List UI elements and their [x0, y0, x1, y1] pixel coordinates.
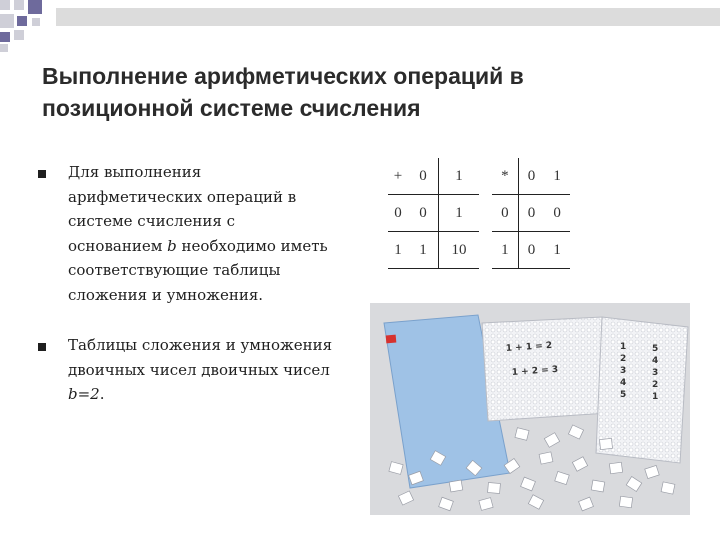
photo-equation: 1 + 2 = 3	[511, 364, 559, 378]
table-cell: 1	[544, 158, 570, 195]
table-row	[492, 195, 570, 232]
photo-digit: 2	[620, 354, 627, 364]
table-cell: 10	[439, 232, 480, 269]
bullet-text	[68, 160, 333, 307]
binary-tables	[388, 158, 570, 266]
table-row	[492, 232, 570, 269]
photo-digit: 4	[620, 378, 627, 388]
bullet-variable: b	[167, 236, 177, 255]
bullet-item	[38, 160, 338, 307]
bullet-variable: b=2	[68, 385, 100, 403]
table-cell: 1	[388, 232, 408, 269]
bullet-text-part: Таблицы сложения и умножения двоичных чисел двоичных чисел	[68, 336, 333, 379]
table-cell: 0	[518, 232, 544, 269]
table-cell: 0	[408, 195, 439, 232]
photo-digit: 1	[652, 392, 659, 402]
photo-digit: 5	[652, 344, 659, 354]
table-row	[492, 158, 570, 195]
table-cell: 1	[544, 232, 570, 269]
bullet-item	[38, 333, 338, 407]
photo-digit: 3	[620, 366, 627, 376]
table-row	[388, 232, 479, 269]
bullet-list	[38, 160, 338, 433]
table-cell: 0	[544, 195, 570, 232]
table-row	[388, 158, 479, 195]
table-cell: 1	[439, 195, 480, 232]
photo-digit: 2	[652, 380, 659, 390]
table-cell: 0	[388, 195, 408, 232]
table-cell: 1	[439, 158, 480, 195]
photo-digit: 5	[620, 390, 627, 400]
table-cell: 0	[492, 195, 518, 232]
bullet-text-part: .	[99, 385, 105, 403]
table-cell: 0	[518, 195, 544, 232]
table-cell: 0	[408, 158, 439, 195]
table-cell: 1	[408, 232, 439, 269]
bullet-square-icon	[38, 343, 46, 351]
math-tiles-photo	[370, 303, 690, 515]
bullet-text-part: необходимо иметь соответствующие таблицы сложения и умножения.	[68, 236, 328, 304]
photo-digit: 3	[652, 368, 659, 378]
slide-title-line2: позиционной системе счисления	[42, 95, 421, 121]
photo-digit: 1	[620, 342, 627, 352]
table-row	[388, 195, 479, 232]
top-band	[56, 8, 720, 26]
bullet-square-icon	[38, 170, 46, 178]
table-cell: +	[388, 158, 408, 195]
table-cell: *	[492, 158, 518, 195]
table-cell: 0	[518, 158, 544, 195]
table-cell: 1	[492, 232, 518, 269]
bullet-text	[68, 333, 333, 407]
multiplication-table	[492, 158, 570, 269]
slide-title-line1: Выполнение арифметических операций в	[42, 63, 524, 89]
slide-title	[42, 60, 662, 124]
addition-table	[388, 158, 479, 269]
bullet-text-part: Для выполнения арифметических операций в системе счисления с основанием	[68, 163, 297, 255]
photo-digit: 4	[652, 356, 659, 366]
photo-equation: 1 + 1 = 2	[505, 340, 553, 354]
